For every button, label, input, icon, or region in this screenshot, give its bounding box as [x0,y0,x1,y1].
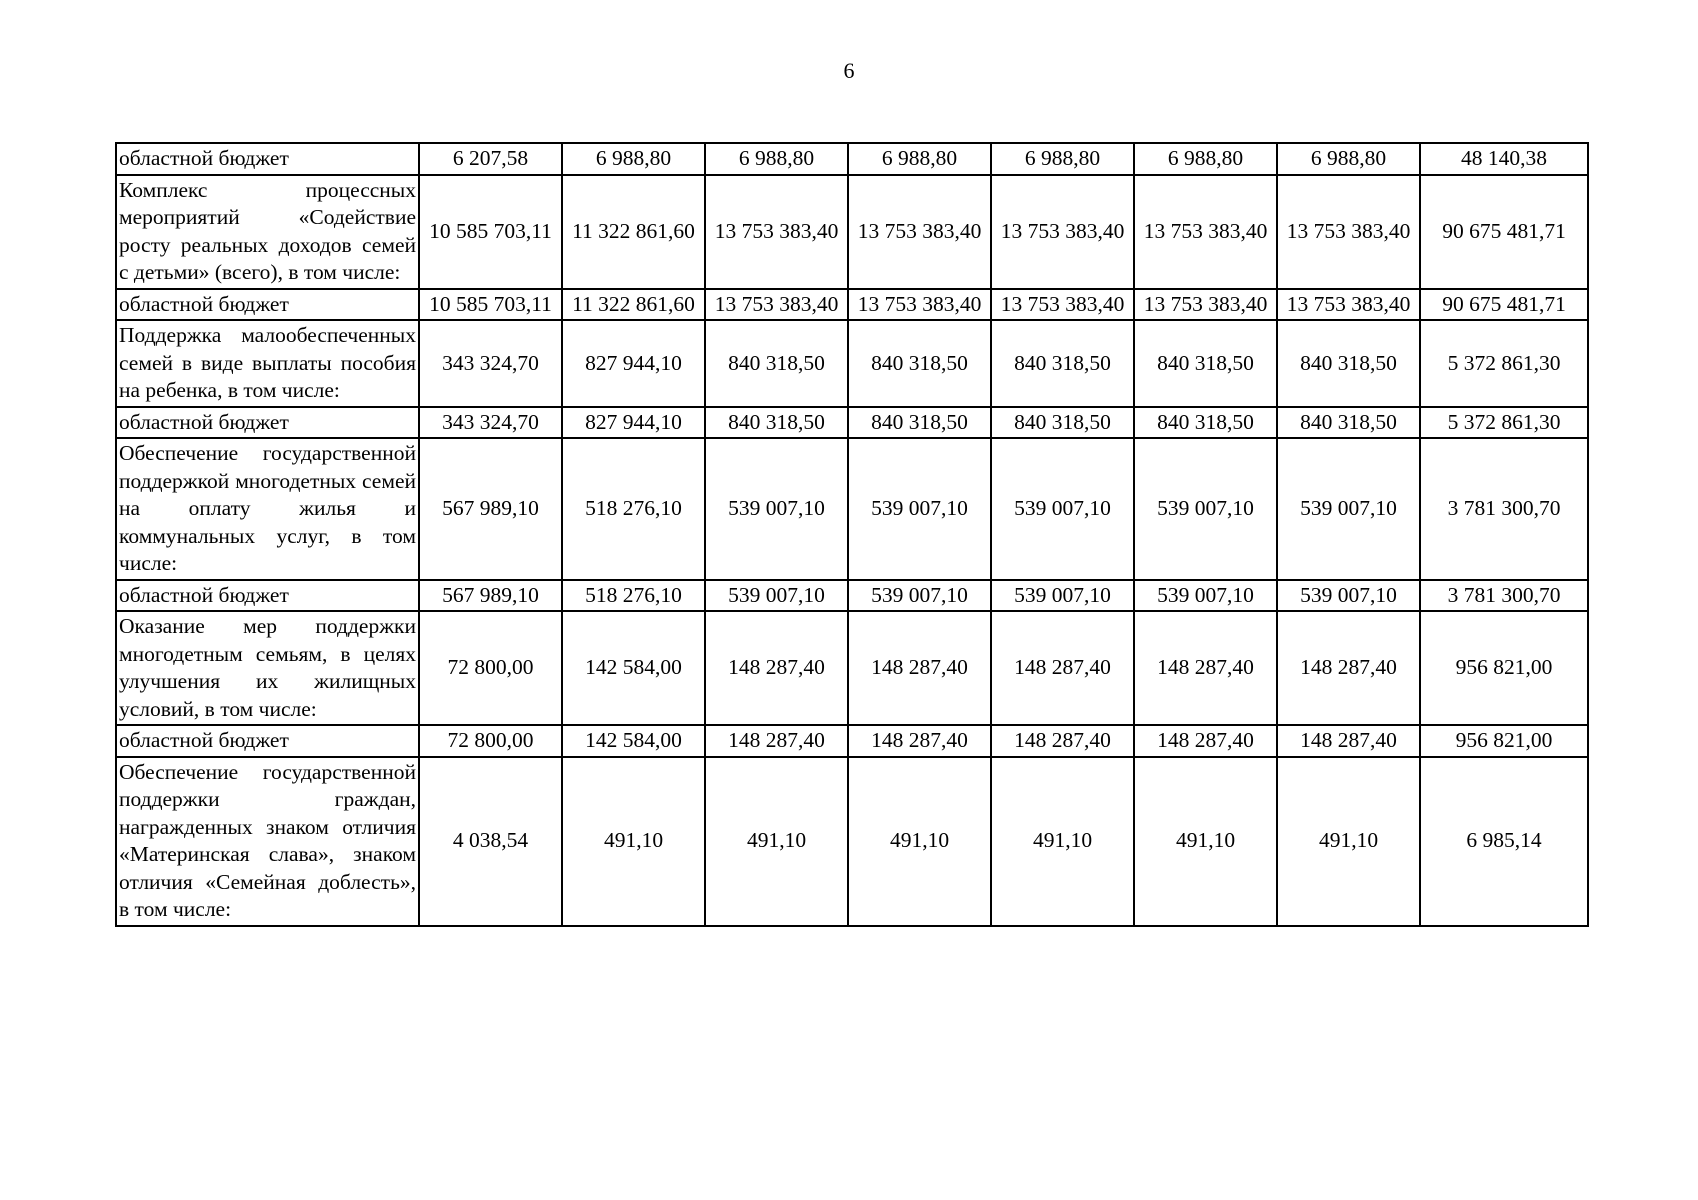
row-value-cell: 840 318,50 [1277,320,1420,407]
row-value-cell: 13 753 383,40 [1134,175,1277,289]
row-value-cell: 539 007,10 [1277,438,1420,580]
row-value-cell: 6 988,80 [1277,143,1420,175]
table-row [116,611,1588,725]
row-label-cell [116,580,419,612]
row-label-cell [116,438,419,580]
row-value-cell: 11 322 861,60 [562,289,705,321]
row-label: Комплекс процессных мероприятий «Содействие росту реальных доходов семей с детьми» (всего), в том числе: [119,177,416,284]
table-row [116,175,1588,289]
row-label: областной бюджет [119,582,289,607]
row-value-cell: 840 318,50 [705,407,848,439]
row-value-cell: 343 324,70 [419,320,562,407]
row-label: Оказание мер поддержки многодетным семьям, в целях улучшения их жилищных условий, в том числе: [119,614,416,721]
row-value-cell: 491,10 [1134,757,1277,926]
row-value-cell: 343 324,70 [419,407,562,439]
row-total-cell: 3 781 300,70 [1420,438,1588,580]
row-value-cell: 148 287,40 [991,725,1134,757]
row-value-cell: 539 007,10 [848,438,991,580]
row-value-cell: 539 007,10 [1134,438,1277,580]
row-label: Обеспечение государственной поддержкой многодетных семей на оплату жилья и коммунальных услуг, в том числе: [119,441,416,575]
row-value-cell: 13 753 383,40 [705,289,848,321]
row-value-cell: 10 585 703,11 [419,289,562,321]
row-value-cell: 491,10 [1277,757,1420,926]
row-total-cell: 90 675 481,71 [1420,175,1588,289]
row-value-cell: 148 287,40 [705,611,848,725]
row-label: областной бюджет [119,291,289,316]
row-value-cell: 6 988,80 [991,143,1134,175]
row-label: областной бюджет [119,146,289,170]
row-value-cell: 539 007,10 [848,580,991,612]
row-value-cell: 13 753 383,40 [705,175,848,289]
row-label-cell [116,725,419,757]
row-value-cell: 518 276,10 [562,580,705,612]
row-total-cell: 956 821,00 [1420,611,1588,725]
table-row [116,289,1588,321]
row-value-cell: 13 753 383,40 [848,175,991,289]
row-value-cell: 13 753 383,40 [1277,289,1420,321]
row-value-cell: 148 287,40 [848,611,991,725]
row-value-cell: 13 753 383,40 [1277,175,1420,289]
row-label: областной бюджет [119,728,289,752]
row-total-cell: 48 140,38 [1420,143,1588,175]
row-value-cell: 148 287,40 [1277,725,1420,757]
row-value-cell: 567 989,10 [419,438,562,580]
row-label-cell [116,143,419,175]
table-row [116,143,1588,175]
row-total-cell: 6 985,14 [1420,757,1588,926]
row-value-cell: 148 287,40 [705,725,848,757]
row-value-cell: 148 287,40 [991,611,1134,725]
row-value-cell: 491,10 [991,757,1134,926]
row-total-cell: 3 781 300,70 [1420,580,1588,612]
row-value-cell: 840 318,50 [848,320,991,407]
budget-table [115,142,1589,927]
row-value-cell: 13 753 383,40 [848,289,991,321]
table-body [116,143,1588,926]
row-value-cell: 539 007,10 [1134,580,1277,612]
row-value-cell: 840 318,50 [1277,407,1420,439]
row-label-cell [116,611,419,725]
table-row [116,407,1588,439]
row-value-cell: 840 318,50 [1134,407,1277,439]
row-value-cell: 13 753 383,40 [991,289,1134,321]
row-value-cell: 840 318,50 [705,320,848,407]
row-label: Поддержка малообеспеченных семей в виде выплаты пособия на ребенка, в том числе: [119,323,416,402]
row-value-cell: 10 585 703,11 [419,175,562,289]
row-value-cell: 142 584,00 [562,611,705,725]
row-value-cell: 6 988,80 [562,143,705,175]
row-value-cell: 539 007,10 [991,438,1134,580]
row-value-cell: 567 989,10 [419,580,562,612]
row-value-cell: 840 318,50 [848,407,991,439]
row-value-cell: 840 318,50 [991,407,1134,439]
row-label-cell [116,407,419,439]
row-label-cell [116,175,419,289]
row-value-cell: 142 584,00 [562,725,705,757]
row-total-cell: 5 372 861,30 [1420,407,1588,439]
row-value-cell: 539 007,10 [705,580,848,612]
row-value-cell: 6 207,58 [419,143,562,175]
table-row [116,438,1588,580]
row-value-cell: 148 287,40 [1134,611,1277,725]
row-value-cell: 148 287,40 [1134,725,1277,757]
row-value-cell: 13 753 383,40 [1134,289,1277,321]
table-row [116,725,1588,757]
row-total-cell: 5 372 861,30 [1420,320,1588,407]
row-value-cell: 539 007,10 [705,438,848,580]
row-value-cell: 11 322 861,60 [562,175,705,289]
row-value-cell: 148 287,40 [1277,611,1420,725]
row-value-cell: 518 276,10 [562,438,705,580]
row-label: областной бюджет [119,409,289,434]
row-value-cell: 148 287,40 [848,725,991,757]
row-value-cell: 539 007,10 [991,580,1134,612]
row-value-cell: 827 944,10 [562,407,705,439]
row-label-cell [116,320,419,407]
row-value-cell: 491,10 [562,757,705,926]
table-row [116,580,1588,612]
table-row [116,320,1588,407]
row-value-cell: 13 753 383,40 [991,175,1134,289]
row-total-cell: 90 675 481,71 [1420,289,1588,321]
row-label: Обеспечение государственной поддержки граждан, награжденных знаком отличия «Материнская слава», знаком отличия «Семейная доблесть», в том числе: [119,759,416,921]
row-value-cell: 491,10 [848,757,991,926]
row-value-cell: 4 038,54 [419,757,562,926]
row-value-cell: 840 318,50 [1134,320,1277,407]
row-value-cell: 6 988,80 [705,143,848,175]
row-value-cell: 6 988,80 [1134,143,1277,175]
row-value-cell: 827 944,10 [562,320,705,407]
row-value-cell: 6 988,80 [848,143,991,175]
page-number: 6 [843,58,855,83]
row-value-cell: 72 800,00 [419,611,562,725]
row-label-cell [116,757,419,926]
row-value-cell: 840 318,50 [991,320,1134,407]
row-value-cell: 539 007,10 [1277,580,1420,612]
table-row [116,757,1588,926]
row-value-cell: 72 800,00 [419,725,562,757]
row-value-cell: 491,10 [705,757,848,926]
row-label-cell [116,289,419,321]
row-total-cell: 956 821,00 [1420,725,1588,757]
